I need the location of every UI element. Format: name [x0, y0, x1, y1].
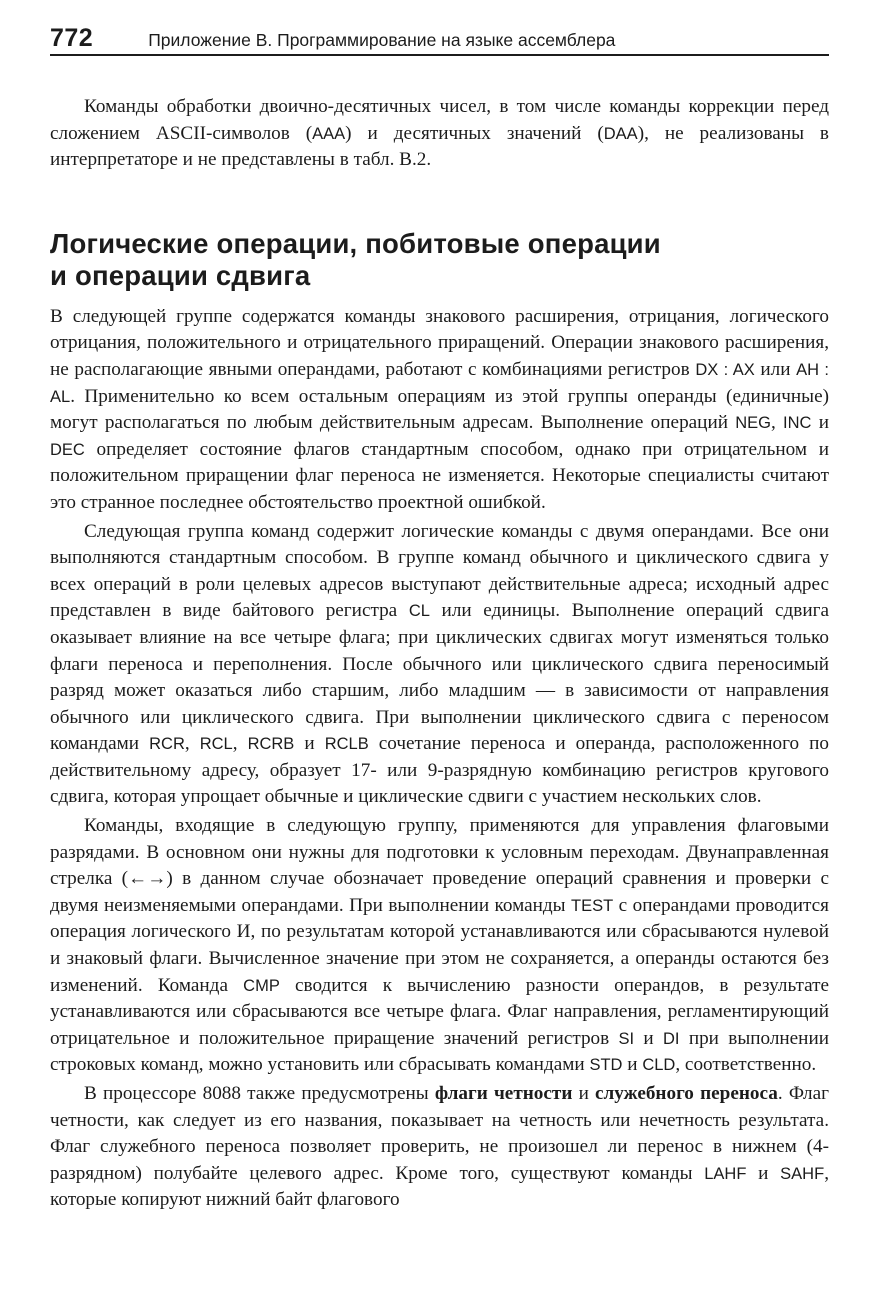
intro-paragraph: [50, 94, 829, 174]
page-header: [50, 24, 829, 56]
text: ,: [771, 412, 784, 434]
text: при выполнении строковых команд, можно установить или сбрасывать командами: [50, 1027, 829, 1076]
text: и: [572, 1083, 596, 1104]
code-dx-ax: DX : AX: [695, 360, 755, 379]
section-heading: [50, 228, 829, 292]
page-number: 772: [50, 24, 94, 52]
text: , которые копируют нижний байт флагового: [50, 1162, 829, 1211]
text: ), не реализованы в интерпретаторе и не представлены в табл. В.2.: [50, 122, 829, 171]
code-dec: DEC: [50, 440, 85, 459]
code-rcr: RCR: [149, 735, 185, 754]
text: и: [811, 412, 829, 434]
text: с операндами проводится операция логического И, по результатам которой устанавливаются или сбрасываются нулевой и знаковый флаги. Вычисленное значение при этом не сохраняется, а операнды остаются без изменений. Команда: [50, 894, 829, 996]
text: , соответственно.: [675, 1054, 817, 1076]
text: и: [622, 1054, 643, 1076]
code-std: STD: [589, 1056, 623, 1075]
text: . Применительно ко всем остальным операциям из этой группы операнды (единичные) могут располагаться по любым действительным адресам. Выполнение операций: [50, 385, 829, 434]
text: ,: [232, 733, 248, 755]
code-sahf: SAHF: [780, 1164, 825, 1183]
text: Команды, входящие в следующую группу, применяются для управления флаговыми разрядами. В основном они нужны для подготовки к условным переходам. Двунаправленная стрелка (←→) в данном случае обозначает проведение операций сравнения и проверки с двумя неизменяемыми операндами. При выполнении команды: [50, 815, 829, 916]
code-test: TEST: [571, 896, 614, 915]
code-rclb: RCLB: [324, 735, 369, 754]
section-heading-line2: и операции сдвига: [50, 259, 311, 291]
code-rcl: RCL: [199, 735, 233, 754]
term-auxiliary-carry: служебного переноса: [595, 1083, 778, 1104]
term-parity-flags: флаги четности: [434, 1083, 573, 1104]
code-lahf: LAHF: [704, 1164, 747, 1183]
section-heading-line1: Логические операции, побитовые операции: [50, 227, 661, 259]
text: или: [754, 358, 797, 380]
text: . Флаг четности, как следует из его названия, показывает на четность или нечетность результата. Флаг служебного переноса позволяет проверить, не произошел ли перенос в нижнем (4-разрядном) полубайте целевого адрес. Кроме того, существуют команды: [50, 1083, 829, 1184]
text: В следующей группе содержатся команды знакового расширения, отрицания, логического отрицания, положительного и отрицательного приращений. Операции знакового расширения, не располагающие явными операндами, работают с комбинациями регистров: [50, 305, 829, 380]
text: Следующая группа команд содержит логические команды с двумя операндами. Все они выполняются стандартным способом. В группе команд обычного и циклического сдвига у всех операций в роли целевых адресов выступают действительные адреса; исходный адрес представлен в виде байтового регистра: [50, 520, 829, 622]
text: сводится к вычислению разности операндов, в результате устанавливаются или сбрасываются все четыре флага. Флаг направления, регламентирующий отрицательное и положительное приращение значений регистров: [50, 974, 829, 1049]
code-daa: DAA: [603, 124, 638, 143]
text: ,: [184, 733, 200, 755]
paragraph-2: [50, 519, 829, 812]
text: и: [746, 1162, 781, 1184]
page-content: [50, 94, 829, 1214]
text: определяет состояние флагов стандартным способом, однако при отрицательном и положительном приращении флаг переноса не изменяется. Некоторые специалисты считают это странное последнее обстоятельство проектной ошибкой.: [50, 438, 829, 513]
code-cld: CLD: [642, 1056, 676, 1075]
paragraph-4: [50, 1081, 829, 1214]
text: и: [294, 733, 325, 755]
code-inc: INC: [783, 414, 812, 433]
code-si: SI: [618, 1029, 635, 1048]
paragraph-1: [50, 304, 829, 517]
code-neg: NEG: [735, 414, 771, 433]
text: сочетание переноса и операнда, расположенного по действительному адресу, образует 17- или 9-разрядную комбинацию регистров кругового сдвига, которая упрощает обычные и циклические сдвиги с участием нескольких слов.: [50, 733, 829, 808]
code-aaa: AAA: [312, 124, 346, 143]
text: или единицы. Выполнение операций сдвига оказывает влияние на все четыре флага; при циклических сдвигах могут изменяться только флаги переноса и переполнения. После обычного или циклического сдвига переносимый разряд может оказаться либо старшим, либо младшим — в зависимости от направления обычного или циклического сдвига. При выполнении циклического сдвига с переносом командами: [50, 600, 829, 755]
paragraph-3: [50, 813, 829, 1079]
code-rcrb: RCRB: [247, 735, 295, 754]
text: ) и десятичных значений (: [345, 122, 604, 144]
code-di: DI: [663, 1029, 680, 1048]
code-ah-al: AH : AL: [50, 360, 830, 406]
code-cl: CL: [408, 602, 430, 621]
text: Команды обработки двоично-десятичных чисел, в том числе команды коррекции перед сложением ASCII-символов (: [50, 96, 829, 144]
running-head: Приложение В. Программирование на языке ассемблера: [148, 30, 616, 50]
code-cmp: CMP: [243, 976, 280, 995]
text: В процессоре 8088 также предусмотрены: [84, 1083, 435, 1104]
text: и: [634, 1027, 664, 1049]
